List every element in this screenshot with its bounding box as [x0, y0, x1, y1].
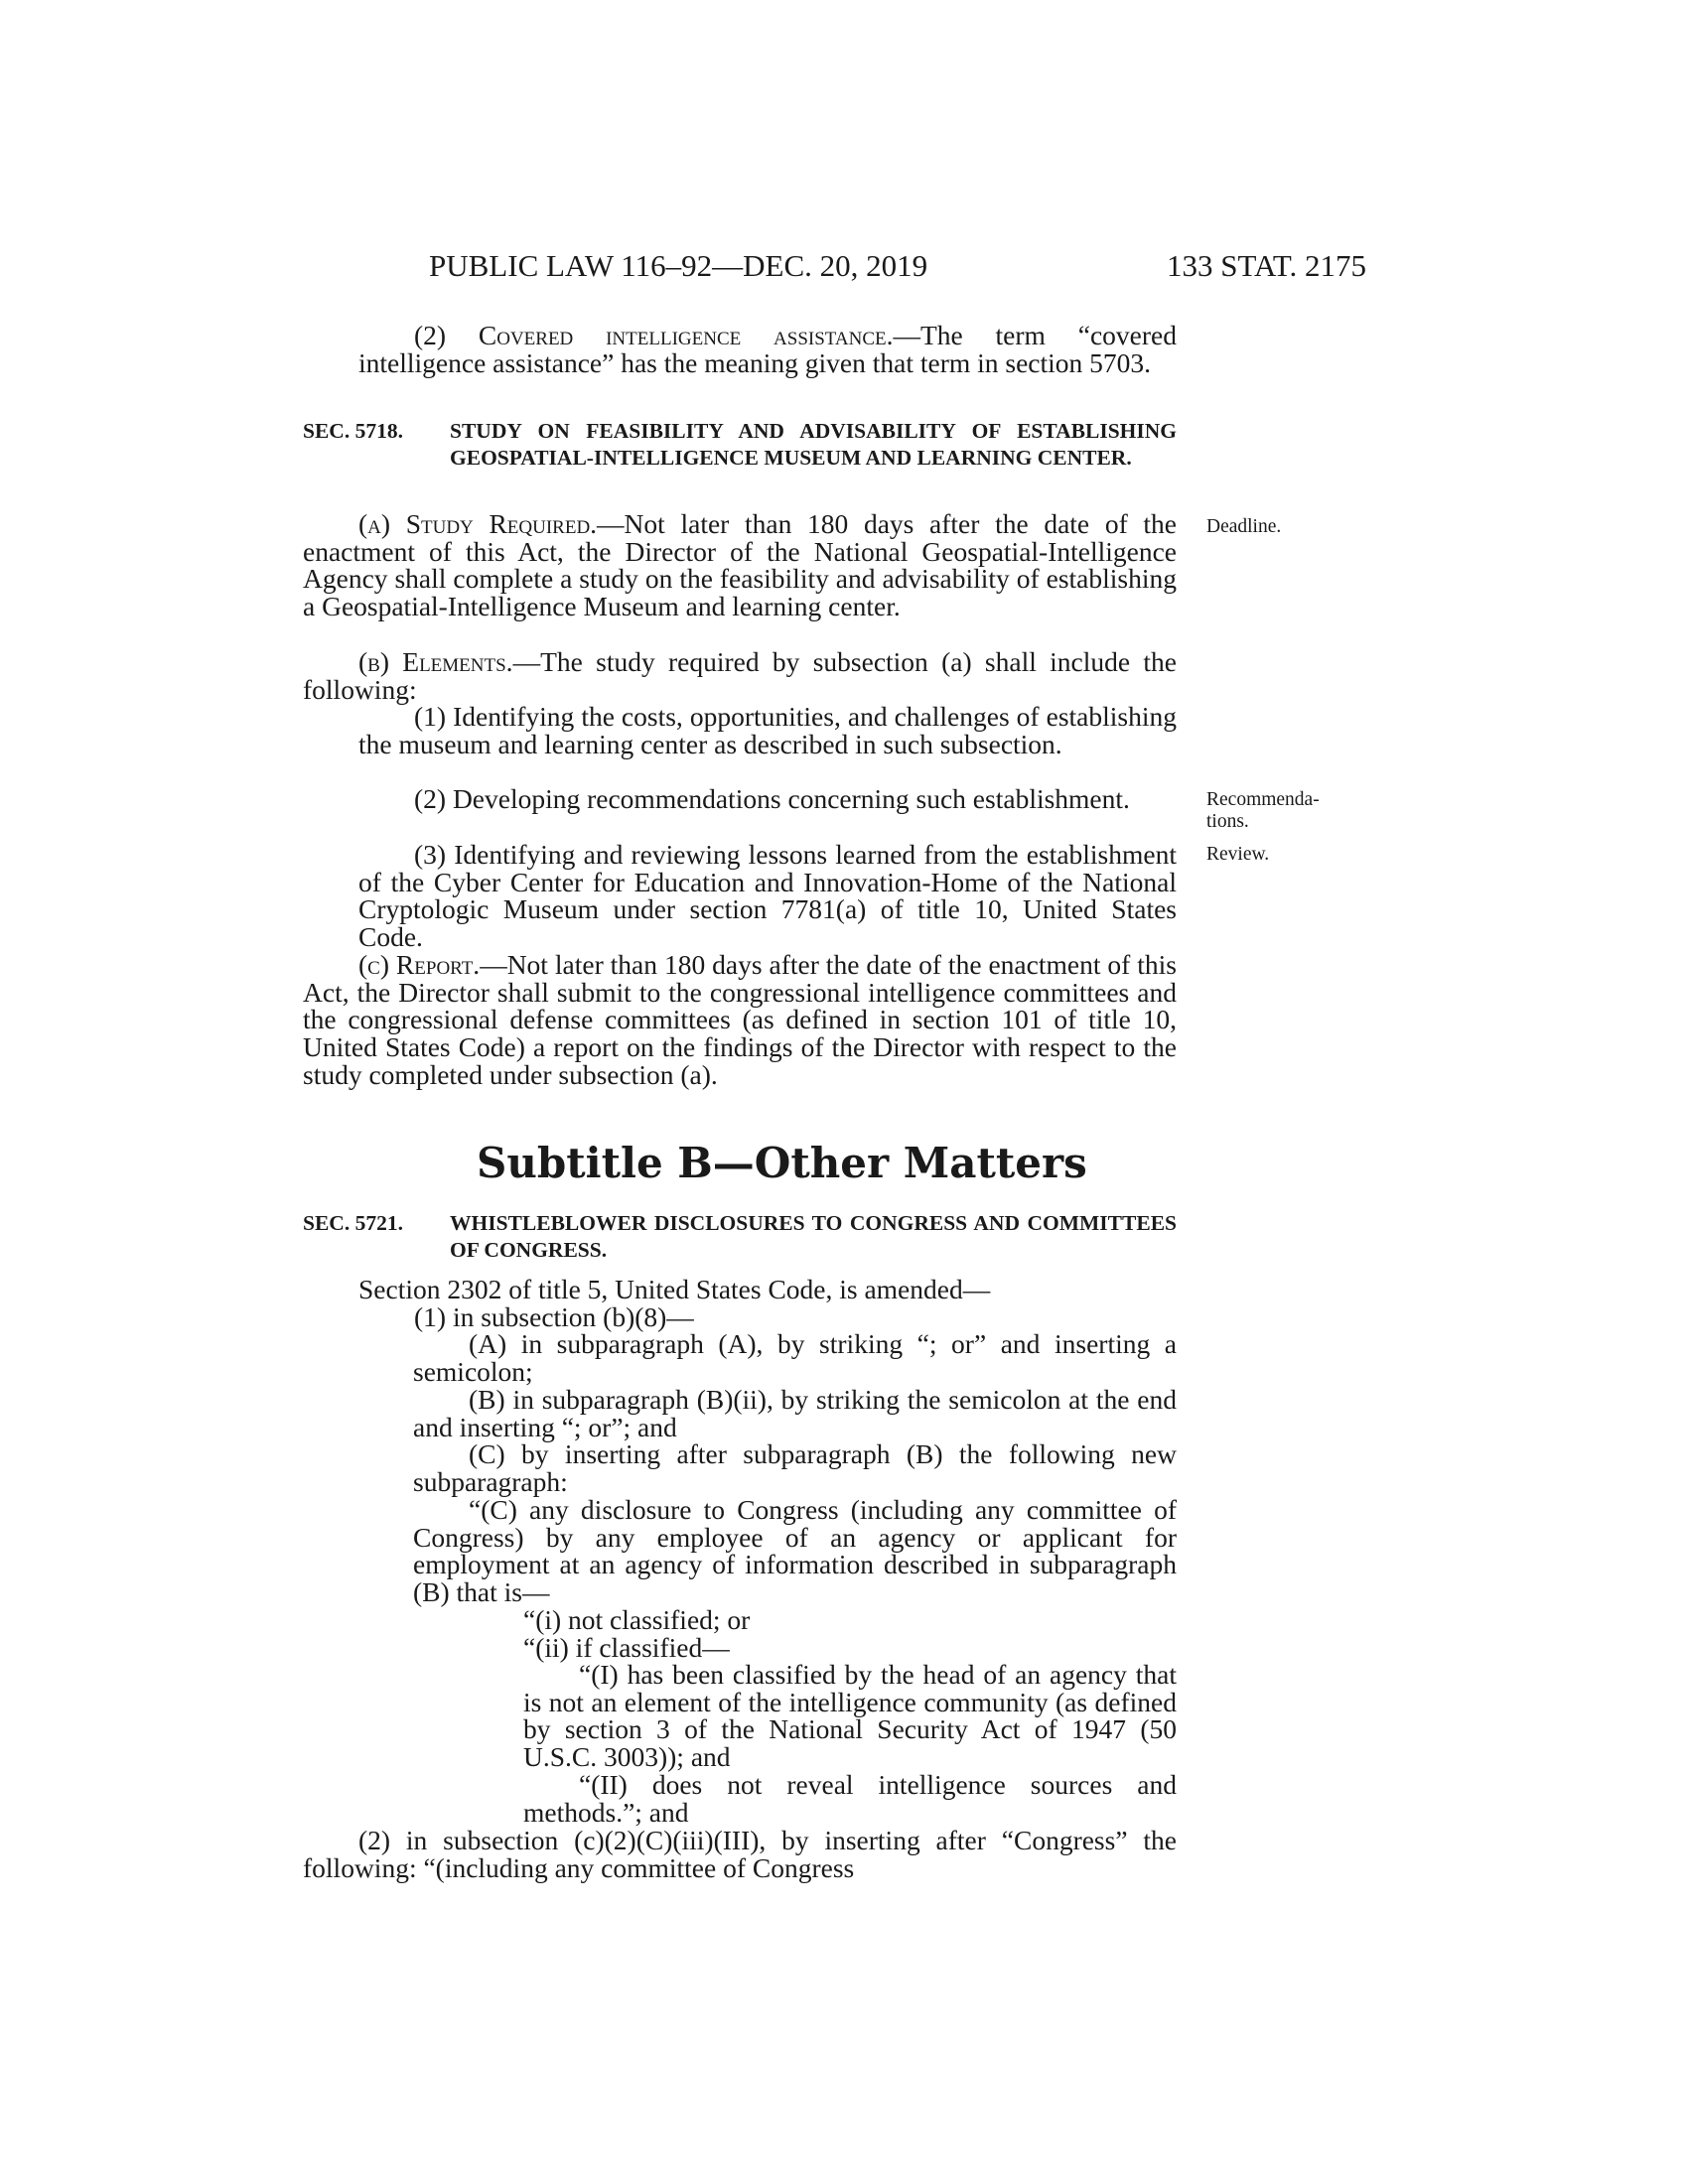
section-title: STUDY ON FEASIBILITY AND ADVISABILITY OF ESTABLISHING GEOSPATIAL-INTELLIGENCE MUSEUM AND LEARNING CENTER. [450, 419, 1177, 470]
subsection-c [303, 951, 1177, 1089]
subsection-heading: (c) Report. [358, 949, 481, 980]
paragraph-body: —The term “covered intelligence assistance” has the meaning given that term in section 5703. [358, 320, 1177, 378]
paragraph-2: (2) in subsection (c)(2)(C)(iii)(III), by inserting after “Congress” the following: “(including any committee of Congress [303, 1825, 1177, 1883]
paragraph-heading: (2) Covered intelligence assistance. [414, 320, 894, 350]
subparagraph-A: (A) in subparagraph (A), by striking “; or” and inserting a semicolon; [413, 1328, 1177, 1387]
subsection-b [303, 648, 1177, 703]
quoted-subclause-II: “(II) does not reveal intelligence sources and methods.”; and [523, 1769, 1177, 1828]
paragraph-1: (1) in subsection (b)(8)— [414, 1301, 694, 1332]
margin-note-review: Review. [1206, 844, 1270, 865]
section-heading-5718 [303, 418, 1177, 472]
section-intro: Section 2302 of title 5, United States Code, is amended— [358, 1274, 991, 1304]
quoted-clause-ii: “(ii) if classified— [523, 1632, 730, 1663]
section-number: SEC. 5721. [303, 1211, 403, 1235]
quoted-subclause-I: “(I) has been classified by the head of an agency that is not an element of the intelligence community (as defined by section 3 of the National Security Act of 1947 (50 U.S.C. 3003)); and [523, 1659, 1177, 1773]
subsection-body: —The study required by subsection (a) shall include the following: [303, 646, 1177, 705]
section-number: SEC. 5718. [303, 419, 403, 443]
quoted-subparagraph-C: “(C) any disclosure to Congress (including any committee of Congress) by any employee of an agency or applicant for employment at an agency of information described in subparagraph (B) that is— [413, 1494, 1177, 1608]
section-title: WHISTLEBLOWER DISCLOSURES TO CONGRESS AND COMMITTEES OF CONGRESS. [450, 1211, 1177, 1262]
subsection-body: —Not later than 180 days after the date of the enactment of this Act, the Director of the National Geospatial-Intelligence Agency shall complete a study on the feasibility and advisability of establishing a Geospatial-Intelligence Museum and learning center. [303, 508, 1177, 622]
margin-note-deadline: Deadline. [1206, 516, 1282, 537]
running-header-right: 133 STAT. 2175 [1167, 248, 1367, 283]
subsection-a [303, 510, 1177, 620]
margin-note-recommendations: Recommenda- tions. [1206, 789, 1320, 832]
paragraph-covered-intelligence-assistance [358, 322, 1177, 376]
section-heading-5721 [303, 1210, 1177, 1264]
subsection-heading: (a) Study Required. [358, 508, 598, 539]
subparagraph-B: (B) in subparagraph (B)(ii), by striking the semicolon at the end and inserting “; or”; and [413, 1384, 1177, 1442]
subsection-body: —Not later than 180 days after the date of the enactment of this Act, the Director shall submit to the congressional intelligence committees and the congressional defense committees (as defined in section 101 of title 10, United States Code) a report on the findings of the Director with respect to the study completed under subsection (a). [303, 949, 1177, 1090]
subtitle-heading: Subtitle B—Other Matters [477, 1139, 1087, 1187]
subparagraph-C: (C) by inserting after subparagraph (B) the following new subparagraph: [413, 1438, 1177, 1497]
quoted-clause-i: “(i) not classified; or [523, 1604, 751, 1635]
running-header-left: PUBLIC LAW 116–92—DEC. 20, 2019 [429, 248, 928, 283]
subsection-heading: (b) Elements. [358, 646, 513, 677]
paragraph-b1: (1) Identifying the costs, opportunities, and challenges of establishing the museum and learning center as described in such subsection. [358, 701, 1177, 759]
paragraph-b2: (2) Developing recommendations concerning such establishment. [414, 783, 1130, 814]
paragraph-b3: (3) Identifying and reviewing lessons learned from the establishment of the Cyber Center for Education and Innovation-Home of the National Cryptologic Museum under section 7781(a) of title 10, United States Code. [358, 839, 1177, 953]
